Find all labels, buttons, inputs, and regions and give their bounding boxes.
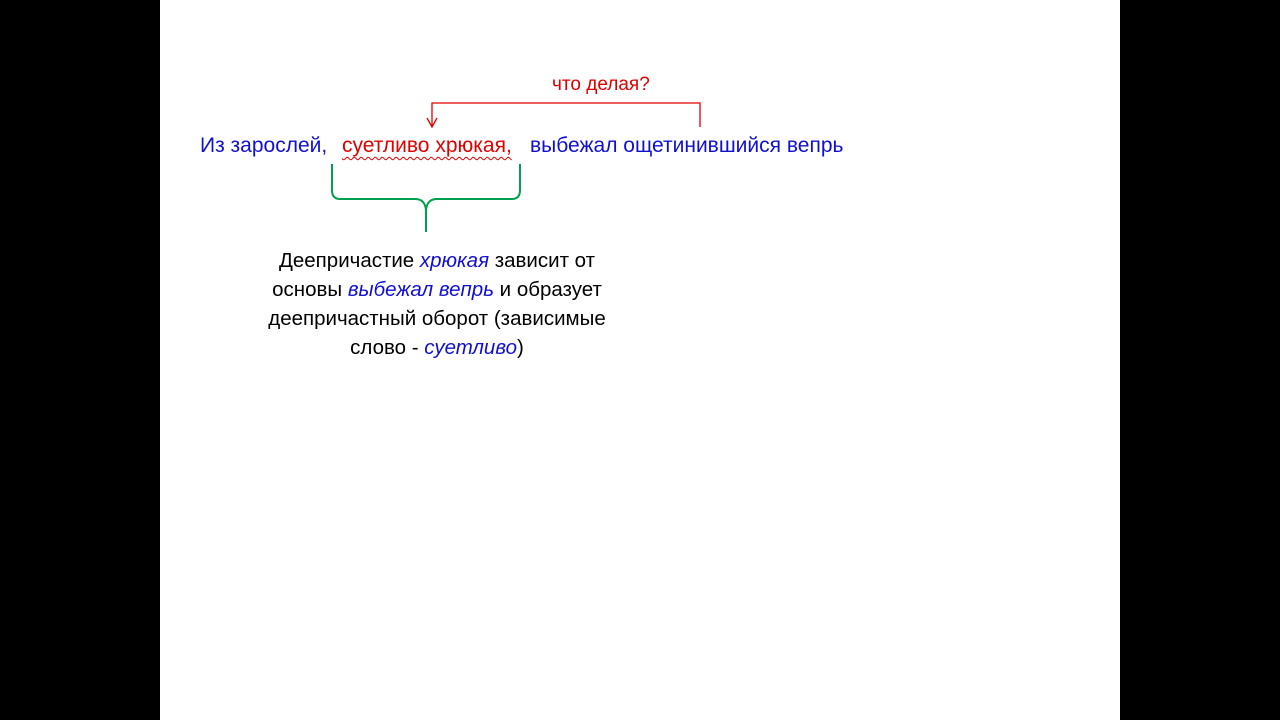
explanation-text-2: зависит от основы xyxy=(272,249,595,301)
slide xyxy=(160,0,1120,720)
explanation-text-3: и образует деепричастный оборот (зависимые слово - xyxy=(268,278,606,359)
explanation-emphasis-dependent: суетливо xyxy=(424,336,517,359)
explanation-text xyxy=(246,246,628,362)
explanation-emphasis-base: выбежал вепрь xyxy=(347,278,494,301)
participle-phrase: суетливо хрюкая, xyxy=(342,134,512,157)
sentence-part-1: Из зарослей, xyxy=(200,134,328,157)
explanation-text-4: ) xyxy=(516,336,524,359)
question-label: что делая? xyxy=(552,74,650,95)
question-arrow-line xyxy=(432,103,700,127)
explanation-emphasis-participle: хрюкая xyxy=(419,249,490,272)
sentence-part-3: выбежал ощетинившийся вепрь xyxy=(530,134,844,157)
brace-icon xyxy=(332,164,520,232)
explanation-text-1: Деепричастие xyxy=(279,249,420,272)
arrowhead-icon xyxy=(427,118,437,127)
